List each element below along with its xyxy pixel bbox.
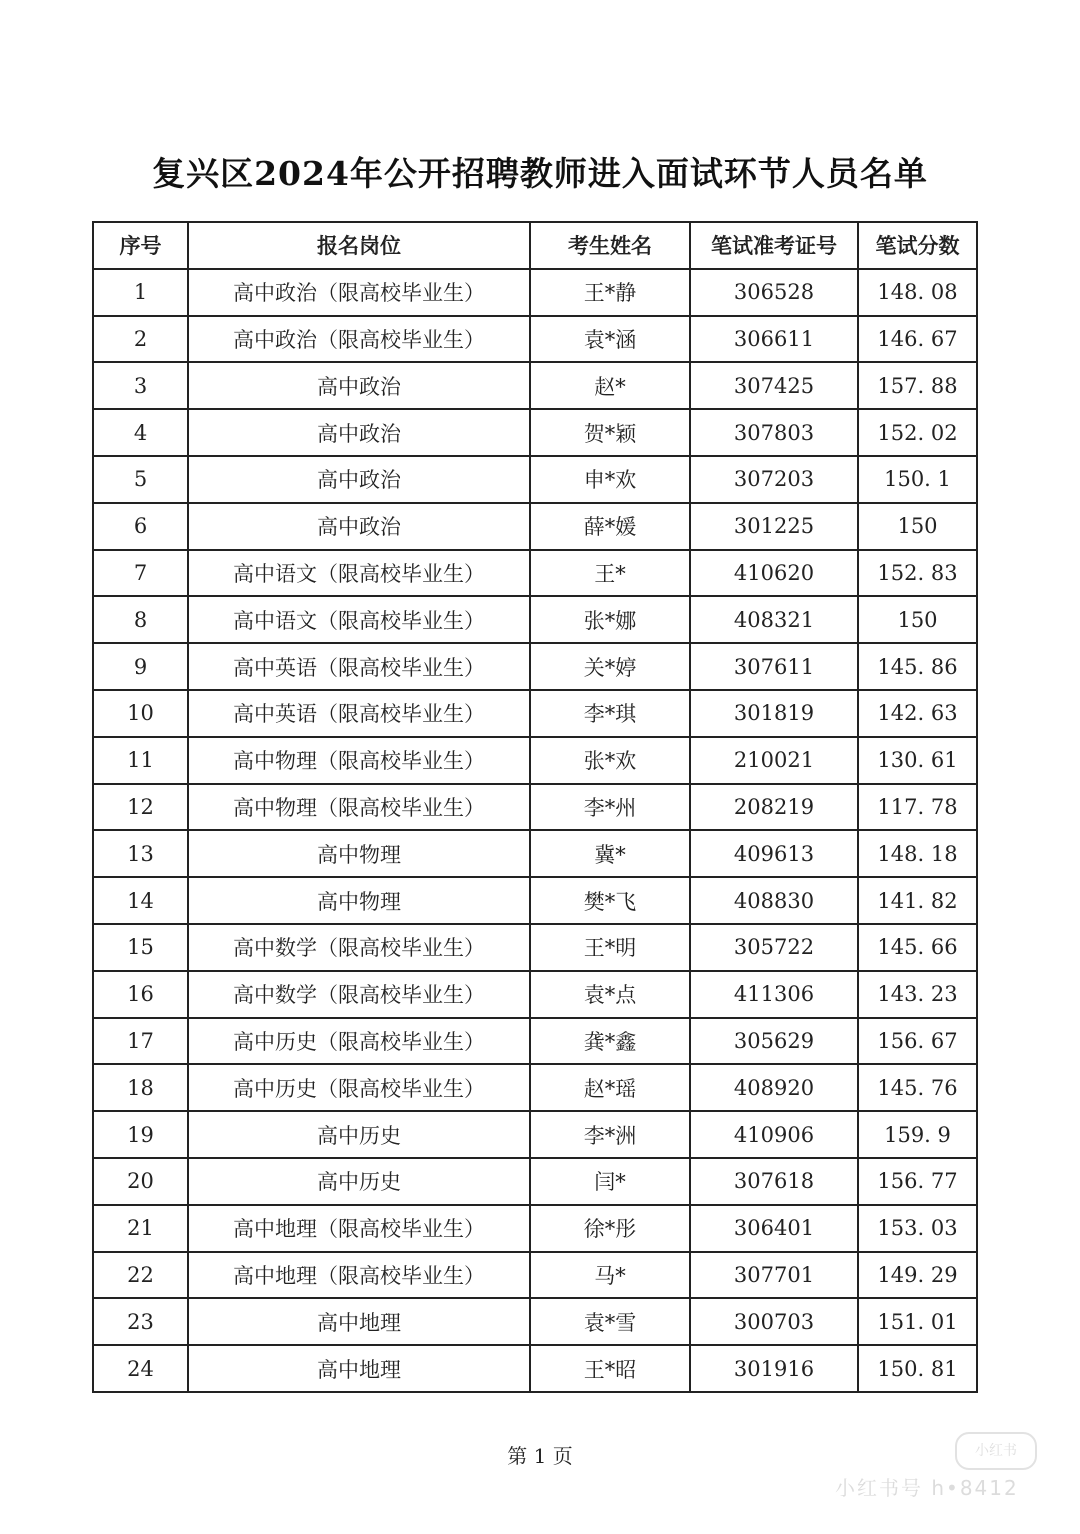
cell-exam-id: 409613: [690, 830, 858, 877]
cell-serial: 6: [93, 503, 188, 550]
cell-position: 高中英语（限高校毕业生）: [188, 690, 530, 737]
cell-position: 高中物理（限高校毕业生）: [188, 784, 530, 831]
cell-position: 高中政治: [188, 362, 530, 409]
cell-serial: 22: [93, 1252, 188, 1299]
cell-serial: 20: [93, 1158, 188, 1205]
cell-exam-id: 301916: [690, 1345, 858, 1392]
cell-exam-id: 306528: [690, 269, 858, 316]
cell-serial: 13: [93, 830, 188, 877]
cell-position: 高中物理: [188, 877, 530, 924]
cell-name: 袁*雪: [530, 1298, 690, 1345]
cell-serial: 10: [93, 690, 188, 737]
cell-name: 王*: [530, 550, 690, 597]
cell-serial: 7: [93, 550, 188, 597]
cell-position: 高中地理（限高校毕业生）: [188, 1205, 530, 1252]
cell-serial: 8: [93, 596, 188, 643]
cell-exam-id: 307701: [690, 1252, 858, 1299]
candidate-table: [92, 221, 978, 1393]
cell-serial: 12: [93, 784, 188, 831]
cell-score: 150: [858, 503, 977, 550]
cell-serial: 19: [93, 1111, 188, 1158]
cell-serial: 5: [93, 456, 188, 503]
cell-exam-id: 408830: [690, 877, 858, 924]
cell-name: 马*: [530, 1252, 690, 1299]
cell-exam-id: 208219: [690, 784, 858, 831]
cell-serial: 16: [93, 971, 188, 1018]
cell-name: 徐*彤: [530, 1205, 690, 1252]
cell-name: 樊*飞: [530, 877, 690, 924]
table-row: [93, 1111, 977, 1158]
cell-score: 148. 18: [858, 830, 977, 877]
cell-serial: 18: [93, 1064, 188, 1111]
cell-score: 151. 01: [858, 1298, 977, 1345]
cell-score: 117. 78: [858, 784, 977, 831]
cell-serial: 21: [93, 1205, 188, 1252]
table-row: [93, 643, 977, 690]
header-serial: 序号: [93, 222, 188, 269]
cell-serial: 2: [93, 316, 188, 363]
cell-exam-id: 307425: [690, 362, 858, 409]
cell-serial: 4: [93, 409, 188, 456]
cell-score: 145. 86: [858, 643, 977, 690]
cell-serial: 15: [93, 924, 188, 971]
header-position: 报名岗位: [188, 222, 530, 269]
cell-name: 申*欢: [530, 456, 690, 503]
cell-exam-id: 305722: [690, 924, 858, 971]
header-exam-id: 笔试准考证号: [690, 222, 858, 269]
cell-exam-id: 410906: [690, 1111, 858, 1158]
cell-position: 高中地理（限高校毕业生）: [188, 1252, 530, 1299]
cell-score: 150. 81: [858, 1345, 977, 1392]
table-row: [93, 1298, 977, 1345]
cell-position: 高中政治（限高校毕业生）: [188, 269, 530, 316]
table-row: [93, 924, 977, 971]
cell-score: 156. 67: [858, 1018, 977, 1065]
cell-name: 王*静: [530, 269, 690, 316]
cell-name: 冀*: [530, 830, 690, 877]
table-row: [93, 1252, 977, 1299]
cell-position: 高中数学（限高校毕业生）: [188, 924, 530, 971]
cell-score: 156. 77: [858, 1158, 977, 1205]
cell-exam-id: 410620: [690, 550, 858, 597]
table-row: [93, 784, 977, 831]
document-title: 复兴区2024年公开招聘教师进入面试环节人员名单: [152, 154, 928, 193]
table-row: [93, 409, 977, 456]
cell-name: 王*明: [530, 924, 690, 971]
cell-exam-id: 307203: [690, 456, 858, 503]
cell-score: 145. 66: [858, 924, 977, 971]
table-row: [93, 596, 977, 643]
header-name: 考生姓名: [530, 222, 690, 269]
cell-name: 李*州: [530, 784, 690, 831]
table-row: [93, 456, 977, 503]
cell-score: 153. 03: [858, 1205, 977, 1252]
cell-score: 143. 23: [858, 971, 977, 1018]
cell-exam-id: 307618: [690, 1158, 858, 1205]
cell-serial: 14: [93, 877, 188, 924]
cell-name: 赵*: [530, 362, 690, 409]
table-row: [93, 737, 977, 784]
cell-position: 高中历史（限高校毕业生）: [188, 1064, 530, 1111]
cell-serial: 9: [93, 643, 188, 690]
table-row: [93, 1064, 977, 1111]
cell-exam-id: 408920: [690, 1064, 858, 1111]
cell-position: 高中英语（限高校毕业生）: [188, 643, 530, 690]
cell-name: 张*娜: [530, 596, 690, 643]
cell-score: 159. 9: [858, 1111, 977, 1158]
cell-exam-id: 305629: [690, 1018, 858, 1065]
cell-score: 152. 02: [858, 409, 977, 456]
cell-score: 146. 67: [858, 316, 977, 363]
watermark-logo: 小红书: [955, 1432, 1037, 1470]
header-score: 笔试分数: [858, 222, 977, 269]
table-row: [93, 550, 977, 597]
cell-name: 闫*: [530, 1158, 690, 1205]
cell-name: 袁*点: [530, 971, 690, 1018]
cell-exam-id: 210021: [690, 737, 858, 784]
cell-score: 130. 61: [858, 737, 977, 784]
cell-position: 高中历史（限高校毕业生）: [188, 1018, 530, 1065]
watermark-text: 小红书号 h•8412: [835, 1476, 1019, 1500]
cell-score: 149. 29: [858, 1252, 977, 1299]
cell-position: 高中政治: [188, 409, 530, 456]
cell-score: 148. 08: [858, 269, 977, 316]
cell-serial: 3: [93, 362, 188, 409]
table-row: [93, 269, 977, 316]
cell-score: 152. 83: [858, 550, 977, 597]
cell-position: 高中语文（限高校毕业生）: [188, 550, 530, 597]
cell-exam-id: 306401: [690, 1205, 858, 1252]
cell-serial: 23: [93, 1298, 188, 1345]
cell-position: 高中政治: [188, 456, 530, 503]
table-row: [93, 503, 977, 550]
page-number: 第 1 页: [507, 1444, 573, 1468]
cell-position: 高中物理: [188, 830, 530, 877]
cell-exam-id: 307803: [690, 409, 858, 456]
table-row: [93, 1018, 977, 1065]
cell-name: 张*欢: [530, 737, 690, 784]
table-body: [93, 269, 977, 1392]
table-row: [93, 1158, 977, 1205]
table-row: [93, 362, 977, 409]
table-row: [93, 316, 977, 363]
cell-exam-id: 301225: [690, 503, 858, 550]
cell-exam-id: 306611: [690, 316, 858, 363]
table-row: [93, 830, 977, 877]
cell-score: 141. 82: [858, 877, 977, 924]
cell-score: 150. 1: [858, 456, 977, 503]
cell-position: 高中政治: [188, 503, 530, 550]
cell-serial: 24: [93, 1345, 188, 1392]
cell-serial: 1: [93, 269, 188, 316]
cell-name: 李*琪: [530, 690, 690, 737]
table-row: [93, 1345, 977, 1392]
cell-position: 高中地理: [188, 1298, 530, 1345]
cell-exam-id: 408321: [690, 596, 858, 643]
cell-name: 关*婷: [530, 643, 690, 690]
table-row: [93, 1205, 977, 1252]
cell-name: 袁*涵: [530, 316, 690, 363]
cell-position: 高中物理（限高校毕业生）: [188, 737, 530, 784]
cell-exam-id: 300703: [690, 1298, 858, 1345]
table-row: [93, 690, 977, 737]
cell-score: 142. 63: [858, 690, 977, 737]
cell-score: 157. 88: [858, 362, 977, 409]
cell-score: 150: [858, 596, 977, 643]
cell-name: 王*昭: [530, 1345, 690, 1392]
cell-score: 145. 76: [858, 1064, 977, 1111]
cell-name: 赵*瑶: [530, 1064, 690, 1111]
cell-serial: 11: [93, 737, 188, 784]
cell-position: 高中数学（限高校毕业生）: [188, 971, 530, 1018]
cell-name: 薛*媛: [530, 503, 690, 550]
cell-serial: 17: [93, 1018, 188, 1065]
cell-exam-id: 307611: [690, 643, 858, 690]
cell-exam-id: 411306: [690, 971, 858, 1018]
cell-position: 高中语文（限高校毕业生）: [188, 596, 530, 643]
cell-position: 高中政治（限高校毕业生）: [188, 316, 530, 363]
cell-exam-id: 301819: [690, 690, 858, 737]
table-row: [93, 971, 977, 1018]
cell-position: 高中历史: [188, 1158, 530, 1205]
cell-position: 高中历史: [188, 1111, 530, 1158]
cell-name: 龚*鑫: [530, 1018, 690, 1065]
table-header-row: [93, 222, 977, 269]
table-row: [93, 877, 977, 924]
cell-position: 高中地理: [188, 1345, 530, 1392]
cell-name: 贺*颖: [530, 409, 690, 456]
cell-name: 李*洲: [530, 1111, 690, 1158]
